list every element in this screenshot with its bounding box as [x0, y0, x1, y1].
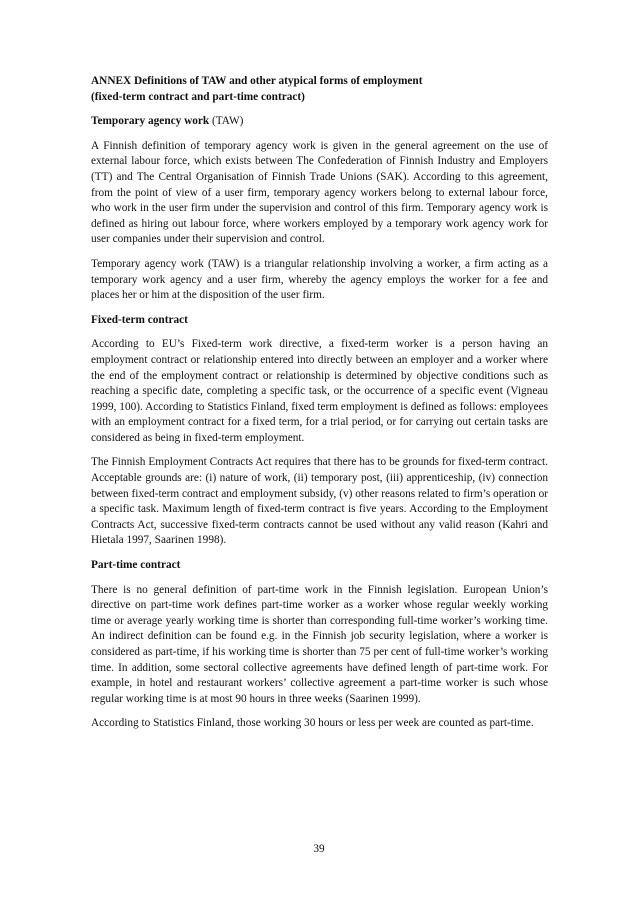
part-time-paragraph-1: There is no general definition of part-time work in the Finnish legislation. European Union’s directive on part-time work defines part-time worker as a worker whose regular weekly working time or average yearly working time is shorter than corresponding full-time worker’s working time. An indirect definition can be found e.g. in the Finnish job security legislation, where a worker is considered as part-time, if his working time is shorter than 75 per cent of full-time worker’s working time. In addition, some sectoral collective agreements have defined length of part-time work. For example, in hotel and restaurant workers’ collective agreement a part-time worker is such whose regular working time is at most 90 hours in three weeks (Saarinen 1999).	[91, 583, 548, 705]
fixed-term-heading-text: Fixed-term contract	[91, 313, 188, 326]
annex-title-line1: ANNEX Definitions of TAW and other atypical forms of employment	[91, 75, 423, 87]
annex-title-line2: (fixed-term contract and part-time contract)	[91, 90, 305, 103]
taw-heading-abbrev: (TAW)	[209, 115, 244, 128]
fixed-term-paragraph-1: According to EU’s Fixed-term work directive, a fixed-term worker is a person having an employment contract or relationship entered into directly between an employer and a worker where the end of the employment contract or relationship is determined by objective conditions such as reaching a specific date, completing a specific task, or the occurrence of a specific event (Vigneau 1999, 100). According to Statistics Finland, fixed term employment is defined as follows: employees with an employment contract for a fixed term, for a trial period, or for carrying out certain tasks are considered as being in fixed-term employment.	[91, 338, 548, 444]
taw-heading-bold: Temporary agency work	[91, 115, 210, 128]
part-time-heading-text: Part-time contract	[91, 559, 181, 572]
taw-paragraph-2: Temporary agency work (TAW) is a triangular relationship involving a worker, a firm acting as a temporary work agency and a user firm, whereby the agency employs the worker for a fee and places her or him at the disposition of the user firm.	[91, 257, 548, 302]
taw-heading	[91, 114, 548, 130]
taw-paragraph-1: A Finnish definition of temporary agency work is given in the general agreement on the use of external labour force, which exists between The Confederation of Finnish Industry and Employers (TT) and The Central Organisation of Finnish Trade Unions (SAK). According to this agreement, from the point of view of a user firm, temporary agency workers belong to external labour force, who work in the user firm under the supervision and control of this firm. Temporary agency work is defined as hiring out labour force, where workers employed by a temporary work agency work for user companies under their supervision and control.	[91, 139, 548, 246]
document-page	[91, 74, 548, 741]
page-number: 39	[313, 843, 325, 855]
part-time-heading	[91, 558, 548, 574]
fixed-term-paragraph-2: The Finnish Employment Contracts Act requires that there has to be grounds for fixed-term contract. Acceptable grounds are: (i) nature of work, (ii) temporary post, (iii) apprenticeship, (iv) connection between fixed-term contract and employment subsidy, (v) other reasons related to firm’s operation or a specific task. Maximum length of fixed-term contract is five years. According to the Employment Contracts Act, successive fixed-term contracts cannot be used without any valid reason (Kahri and Hietala 1997, Saarinen 1998).	[91, 456, 548, 547]
annex-title	[91, 74, 548, 105]
fixed-term-heading	[91, 313, 548, 329]
part-time-paragraph-2: According to Statistics Finland, those working 30 hours or less per week are counted as part-time.	[91, 717, 534, 730]
